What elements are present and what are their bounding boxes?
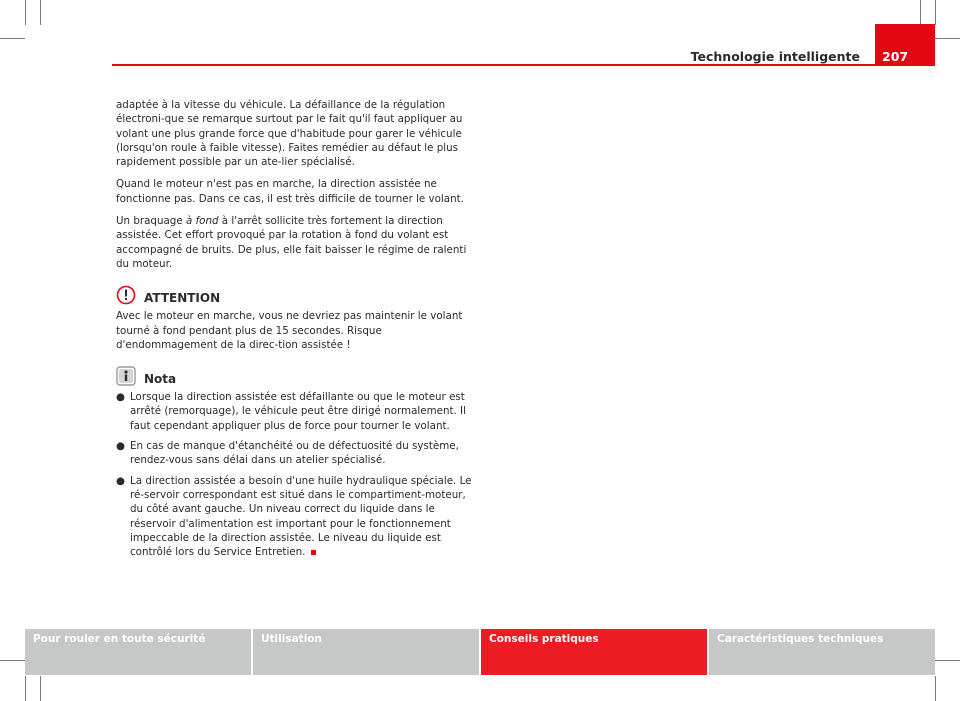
bullet-symbol: ●	[116, 440, 125, 453]
crop-mark	[40, 0, 41, 25]
bullet-symbol: ●	[116, 474, 125, 487]
page-number: 207	[882, 49, 909, 64]
footer-tab-operation[interactable]: Utilisation	[253, 629, 479, 675]
crop-mark	[25, 676, 26, 701]
footer-nav	[25, 629, 935, 675]
attention-title: ATTENTION	[144, 290, 221, 305]
attention-text: Avec le moteur en marche, vous ne devriez pas maintenir le volant tourné à fond pendant plus de 15 secondes. Risque d'endommagement de la direc-tion assistée !	[116, 310, 463, 351]
footer-tab-technical-data[interactable]: Caractéristiques techniques	[709, 629, 935, 675]
crop-mark	[935, 660, 960, 661]
nota-heading	[116, 366, 476, 386]
crop-mark	[40, 676, 41, 701]
crop-mark	[935, 676, 936, 701]
crop-mark	[0, 660, 25, 661]
footer-tab-safety[interactable]: Pour rouler en toute sécurité	[25, 629, 251, 675]
list-item-text: La direction assistée a besoin d'une huile hydraulique spéciale. Le ré-servoir correspondant est situé dans le compartiment-moteur, du côté avant gauche. Un niveau correct du liquide dans le réservoir d'alimentation est important pour le fonctionnement impeccable de la direction assistée. Le niveau du liquide est contrôlé lors du Service Entretien.	[130, 474, 472, 559]
list-item	[116, 390, 476, 433]
nota-title: Nota	[144, 371, 177, 386]
end-of-section-marker	[311, 550, 316, 555]
crop-mark	[920, 0, 921, 25]
paragraph: Quand le moteur n'est pas en marche, la direction assistée ne fonctionne pas. Dans ce cas, il est très difficile de tourner le volant.	[116, 178, 464, 205]
attention-heading	[116, 285, 476, 305]
list-item-text: Lorsque la direction assistée est défaillante ou que le moteur est arrêté (remorquage), le véhicule peut être dirigé normalement. Il faut cependant appliquer plus de force pour tourner le volant.	[130, 391, 466, 432]
list-item	[116, 474, 476, 560]
crop-mark	[935, 38, 960, 39]
crop-mark	[25, 0, 26, 25]
crop-mark	[935, 0, 936, 25]
bullet-symbol: ●	[116, 391, 125, 404]
header-rule	[112, 64, 935, 66]
warning-icon	[116, 285, 136, 305]
list-item	[116, 439, 476, 468]
footer-tab-practical-tips[interactable]: Conseils pratiques	[481, 629, 707, 675]
section-title: Technologie intelligente	[690, 49, 860, 64]
crop-mark	[0, 38, 25, 39]
paragraph: adaptée à la vitesse du véhicule. La défaillance de la régulation électroni-que se remarque surtout par le fait qu'il faut appliquer au volant une plus grande force que d'habitude pour garer le véhicule (lorsqu'on roule à faible vitesse). Faites remédier au défaut le plus rapidement possible par un ate-lier spécialisé.	[116, 99, 463, 169]
list-item-text: En cas de manque d'étanchéité ou de défectuosité du système, rendez-vous sans délai dans un atelier spécialisé.	[130, 440, 459, 467]
page-content	[116, 98, 476, 565]
paragraph: Un braquage à fond à l'arrêt sollicite très fortement la direction assistée. Cet effort provoqué par la rotation à fond du volant est accompagné de bruits. De plus, elle fait baisser le régime de ralenti du moteur.	[116, 215, 467, 270]
info-icon	[116, 366, 136, 386]
